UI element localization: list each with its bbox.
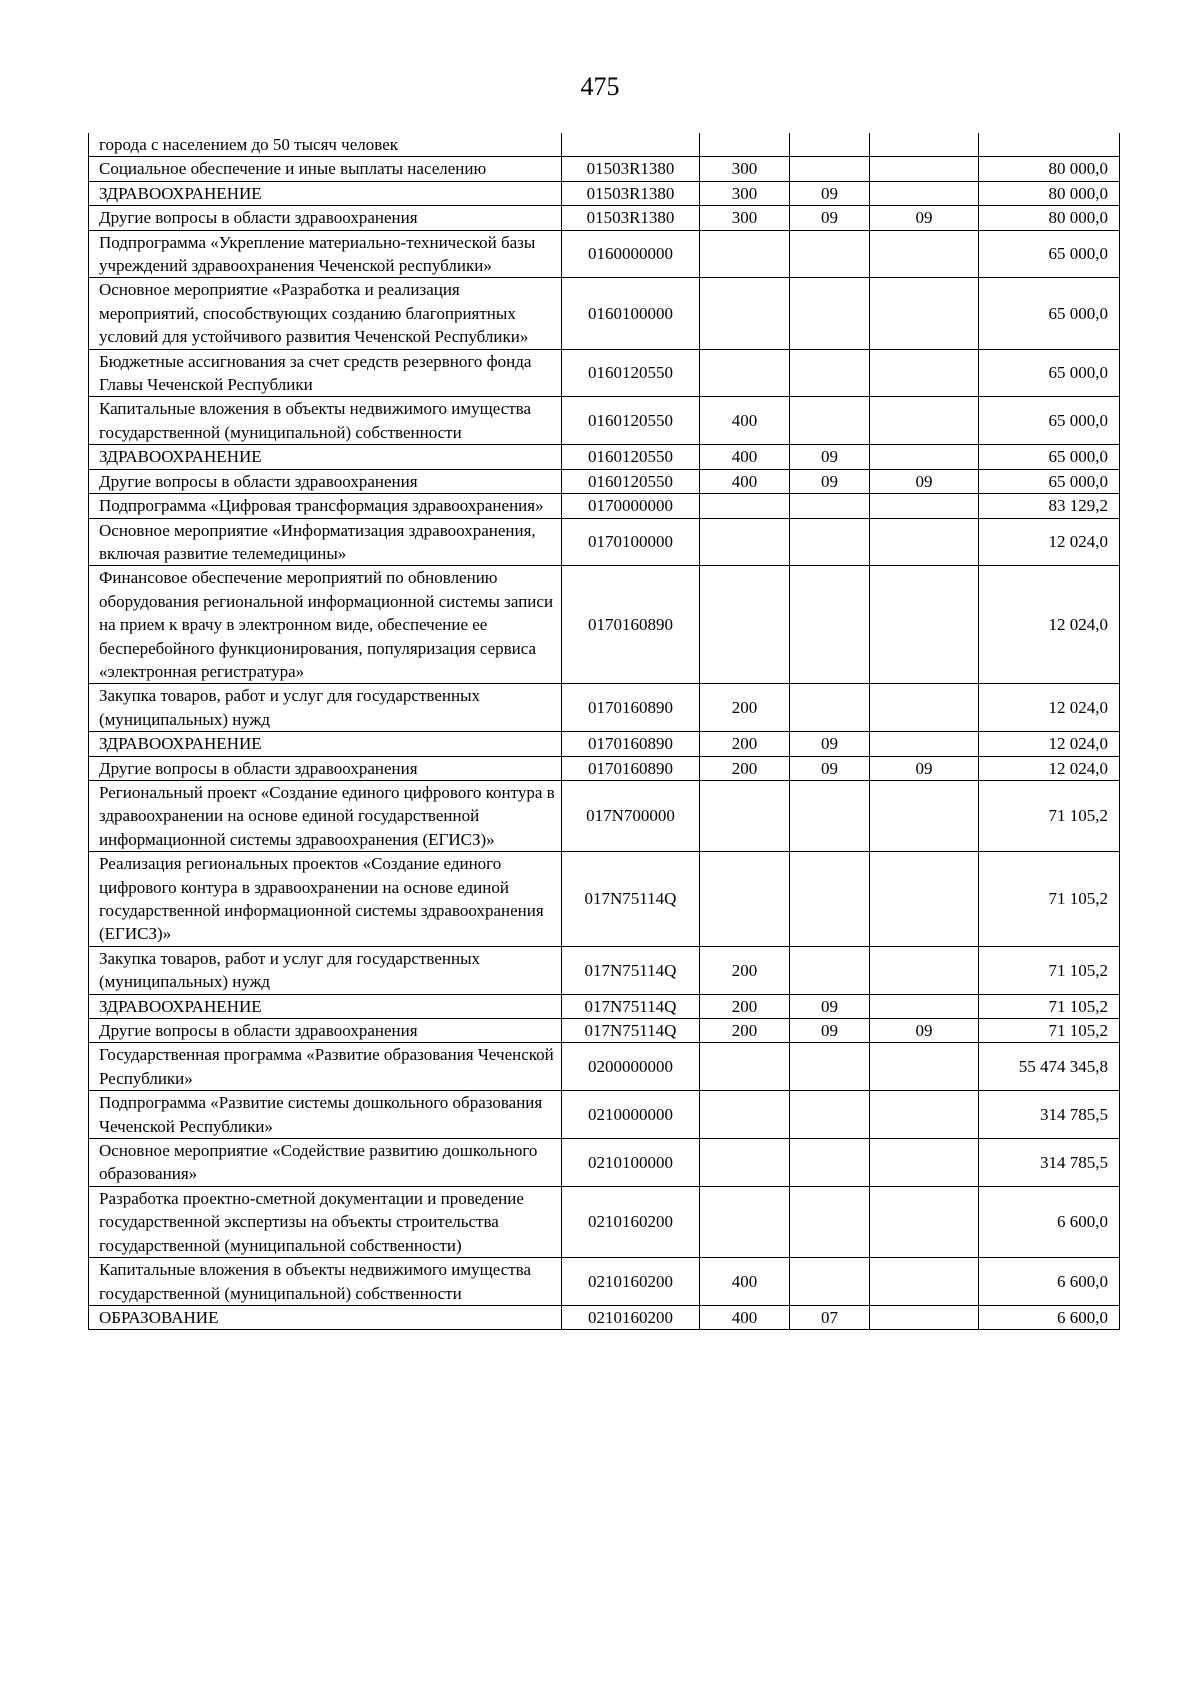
cell-rz <box>790 230 870 278</box>
cell-name: Капитальные вложения в объекты недвижимого имущества государственной (муниципальной) собственности <box>89 1258 562 1306</box>
cell-sum: 12 024,0 <box>979 732 1120 756</box>
cell-sum: 71 105,2 <box>979 994 1120 1018</box>
cell-pr: 09 <box>870 756 979 780</box>
cell-pr <box>870 1258 979 1306</box>
cell-rz <box>790 518 870 566</box>
table-row <box>89 946 1120 994</box>
cell-pr <box>870 157 979 181</box>
cell-vr <box>700 1091 790 1139</box>
cell-vr: 400 <box>700 397 790 445</box>
cell-rz: 09 <box>790 206 870 230</box>
cell-pr <box>870 566 979 684</box>
table-row <box>89 994 1120 1018</box>
table-row <box>89 1139 1120 1187</box>
table-row <box>89 397 1120 445</box>
table-row <box>89 349 1120 397</box>
cell-pr <box>870 278 979 349</box>
cell-pr <box>870 1139 979 1187</box>
cell-code: 0170160890 <box>562 566 700 684</box>
cell-code: 0160120550 <box>562 397 700 445</box>
cell-vr <box>700 494 790 518</box>
cell-name: Социальное обеспечение и иные выплаты населению <box>89 157 562 181</box>
cell-sum: 65 000,0 <box>979 230 1120 278</box>
cell-name: Подпрограмма «Укрепление материально-технической базы учреждений здравоохранения Чеченской республики» <box>89 230 562 278</box>
cell-sum: 314 785,5 <box>979 1091 1120 1139</box>
cell-name: ОБРАЗОВАНИЕ <box>89 1305 562 1329</box>
cell-code: 017N75114Q <box>562 1019 700 1043</box>
table-row <box>89 1186 1120 1257</box>
cell-sum: 80 000,0 <box>979 206 1120 230</box>
cell-pr <box>870 1091 979 1139</box>
cell-vr: 400 <box>700 469 790 493</box>
cell-pr <box>870 230 979 278</box>
cell-sum: 314 785,5 <box>979 1139 1120 1187</box>
cell-code: 01503R1380 <box>562 157 700 181</box>
cell-rz <box>790 278 870 349</box>
cell-code: 017N75114Q <box>562 946 700 994</box>
cell-name: Финансовое обеспечение мероприятий по обновлению оборудования региональной информационной системы записи на прием к врачу в электронном виде, обеспечение ее бесперебойного функционирования, популяризация сервиса «электронная регистратура» <box>89 566 562 684</box>
table-row <box>89 445 1120 469</box>
cell-code: 0210100000 <box>562 1139 700 1187</box>
cell-sum: 65 000,0 <box>979 445 1120 469</box>
cell-pr: 09 <box>870 206 979 230</box>
table-row <box>89 518 1120 566</box>
cell-pr <box>870 852 979 947</box>
cell-vr <box>700 1186 790 1257</box>
table-row <box>89 1019 1120 1043</box>
cell-vr <box>700 780 790 851</box>
cell-pr <box>870 780 979 851</box>
cell-rz: 09 <box>790 756 870 780</box>
cell-vr <box>700 349 790 397</box>
table-row <box>89 181 1120 205</box>
cell-code: 017N75114Q <box>562 852 700 947</box>
cell-name: Подпрограмма «Цифровая трансформация здравоохранения» <box>89 494 562 518</box>
cell-name: Другие вопросы в области здравоохранения <box>89 206 562 230</box>
cell-code: 0160100000 <box>562 278 700 349</box>
cell-sum: 6 600,0 <box>979 1186 1120 1257</box>
cell-code: 0160120550 <box>562 349 700 397</box>
table-row <box>89 157 1120 181</box>
cell-rz <box>790 157 870 181</box>
cell-pr <box>870 181 979 205</box>
table-row <box>89 566 1120 684</box>
cell-rz <box>790 349 870 397</box>
cell-name: Основное мероприятие «Информатизация здравоохранения, включая развитие телемедицины» <box>89 518 562 566</box>
cell-name: Реализация региональных проектов «Создание единого цифрового контура в здравоохранении на основе единой государственной информационной системы здравоохранения (ЕГИСЗ)» <box>89 852 562 947</box>
cell-name: ЗДРАВООХРАНЕНИЕ <box>89 994 562 1018</box>
cell-vr <box>700 133 790 157</box>
table-row <box>89 133 1120 157</box>
cell-code <box>562 133 700 157</box>
table-row <box>89 852 1120 947</box>
cell-name: ЗДРАВООХРАНЕНИЕ <box>89 445 562 469</box>
cell-sum: 80 000,0 <box>979 157 1120 181</box>
cell-rz <box>790 566 870 684</box>
cell-code: 0160000000 <box>562 230 700 278</box>
cell-name: Закупка товаров, работ и услуг для государственных (муниципальных) нужд <box>89 684 562 732</box>
table-row <box>89 1305 1120 1329</box>
cell-code: 0160120550 <box>562 469 700 493</box>
cell-rz: 07 <box>790 1305 870 1329</box>
cell-name: Капитальные вложения в объекты недвижимого имущества государственной (муниципальной) собственности <box>89 397 562 445</box>
cell-code: 0170160890 <box>562 756 700 780</box>
table-row <box>89 206 1120 230</box>
cell-name: Основное мероприятие «Разработка и реализация мероприятий, способствующих созданию благоприятных условий для устойчивого развития Чеченской Республики» <box>89 278 562 349</box>
cell-name: ЗДРАВООХРАНЕНИЕ <box>89 732 562 756</box>
table-row <box>89 494 1120 518</box>
table-row <box>89 684 1120 732</box>
cell-pr <box>870 397 979 445</box>
cell-pr <box>870 133 979 157</box>
cell-vr: 300 <box>700 157 790 181</box>
cell-vr: 200 <box>700 732 790 756</box>
table-row <box>89 278 1120 349</box>
cell-code: 0210000000 <box>562 1091 700 1139</box>
cell-vr <box>700 852 790 947</box>
cell-rz <box>790 780 870 851</box>
cell-code: 0200000000 <box>562 1043 700 1091</box>
cell-rz: 09 <box>790 994 870 1018</box>
cell-rz <box>790 684 870 732</box>
cell-vr: 400 <box>700 1305 790 1329</box>
cell-name: города с населением до 50 тысяч человек <box>89 133 562 157</box>
cell-rz: 09 <box>790 1019 870 1043</box>
page-number: 475 <box>580 72 620 101</box>
cell-name: Другие вопросы в области здравоохранения <box>89 756 562 780</box>
cell-sum: 55 474 345,8 <box>979 1043 1120 1091</box>
table-row <box>89 1043 1120 1091</box>
cell-code: 0210160200 <box>562 1305 700 1329</box>
cell-code: 0170160890 <box>562 684 700 732</box>
cell-sum: 12 024,0 <box>979 684 1120 732</box>
cell-pr <box>870 349 979 397</box>
table-row <box>89 780 1120 851</box>
cell-rz <box>790 1043 870 1091</box>
cell-pr <box>870 518 979 566</box>
cell-pr <box>870 1043 979 1091</box>
cell-sum: 71 105,2 <box>979 852 1120 947</box>
cell-vr: 200 <box>700 946 790 994</box>
cell-pr <box>870 684 979 732</box>
cell-name: Разработка проектно-сметной документации и проведение государственной экспертизы на объекты строительства государственной (муниципальной собственности) <box>89 1186 562 1257</box>
cell-code: 0170160890 <box>562 732 700 756</box>
cell-pr <box>870 1305 979 1329</box>
cell-vr: 400 <box>700 1258 790 1306</box>
cell-pr <box>870 732 979 756</box>
cell-rz <box>790 133 870 157</box>
cell-code: 0170000000 <box>562 494 700 518</box>
table-row <box>89 732 1120 756</box>
cell-code: 017N75114Q <box>562 994 700 1018</box>
cell-rz <box>790 397 870 445</box>
cell-sum: 65 000,0 <box>979 278 1120 349</box>
cell-rz: 09 <box>790 732 870 756</box>
cell-sum: 80 000,0 <box>979 181 1120 205</box>
table-row <box>89 756 1120 780</box>
cell-rz <box>790 494 870 518</box>
cell-sum: 65 000,0 <box>979 469 1120 493</box>
cell-code: 017N700000 <box>562 780 700 851</box>
cell-sum: 71 105,2 <box>979 1019 1120 1043</box>
cell-rz <box>790 946 870 994</box>
cell-code: 0170100000 <box>562 518 700 566</box>
table-row <box>89 1091 1120 1139</box>
cell-code: 0210160200 <box>562 1186 700 1257</box>
cell-sum: 6 600,0 <box>979 1305 1120 1329</box>
cell-sum: 83 129,2 <box>979 494 1120 518</box>
cell-vr: 300 <box>700 181 790 205</box>
cell-pr: 09 <box>870 469 979 493</box>
cell-pr <box>870 946 979 994</box>
cell-rz <box>790 852 870 947</box>
table-row <box>89 469 1120 493</box>
cell-sum: 12 024,0 <box>979 566 1120 684</box>
cell-vr: 400 <box>700 445 790 469</box>
cell-vr <box>700 1139 790 1187</box>
cell-name: Другие вопросы в области здравоохранения <box>89 469 562 493</box>
cell-vr: 200 <box>700 756 790 780</box>
cell-sum: 71 105,2 <box>979 946 1120 994</box>
cell-vr: 200 <box>700 684 790 732</box>
cell-code: 01503R1380 <box>562 181 700 205</box>
cell-rz <box>790 1258 870 1306</box>
cell-rz: 09 <box>790 181 870 205</box>
cell-vr <box>700 278 790 349</box>
cell-rz: 09 <box>790 445 870 469</box>
cell-name: Другие вопросы в области здравоохранения <box>89 1019 562 1043</box>
cell-vr <box>700 518 790 566</box>
cell-sum: 6 600,0 <box>979 1258 1120 1306</box>
cell-sum: 71 105,2 <box>979 780 1120 851</box>
cell-rz <box>790 1186 870 1257</box>
table-row <box>89 230 1120 278</box>
cell-vr <box>700 230 790 278</box>
cell-name: Основное мероприятие «Содействие развитию дошкольного образования» <box>89 1139 562 1187</box>
cell-rz: 09 <box>790 469 870 493</box>
cell-sum <box>979 133 1120 157</box>
cell-vr: 300 <box>700 206 790 230</box>
cell-sum: 65 000,0 <box>979 349 1120 397</box>
cell-code: 0210160200 <box>562 1258 700 1306</box>
cell-pr <box>870 994 979 1018</box>
cell-sum: 12 024,0 <box>979 518 1120 566</box>
cell-vr: 200 <box>700 994 790 1018</box>
cell-vr: 200 <box>700 1019 790 1043</box>
cell-name: Закупка товаров, работ и услуг для государственных (муниципальных) нужд <box>89 946 562 994</box>
cell-code: 01503R1380 <box>562 206 700 230</box>
cell-name: Подпрограмма «Развитие системы дошкольного образования Чеченской Республики» <box>89 1091 562 1139</box>
budget-table <box>88 133 1120 1330</box>
cell-name: Государственная программа «Развитие образования Чеченской Республики» <box>89 1043 562 1091</box>
cell-vr <box>700 1043 790 1091</box>
cell-pr <box>870 445 979 469</box>
cell-rz <box>790 1091 870 1139</box>
cell-name: Бюджетные ассигнования за счет средств резервного фонда Главы Чеченской Республики <box>89 349 562 397</box>
cell-sum: 65 000,0 <box>979 397 1120 445</box>
table-row <box>89 1258 1120 1306</box>
cell-pr: 09 <box>870 1019 979 1043</box>
cell-pr <box>870 494 979 518</box>
cell-sum: 12 024,0 <box>979 756 1120 780</box>
cell-code: 0160120550 <box>562 445 700 469</box>
cell-name: ЗДРАВООХРАНЕНИЕ <box>89 181 562 205</box>
cell-vr <box>700 566 790 684</box>
cell-pr <box>870 1186 979 1257</box>
cell-rz <box>790 1139 870 1187</box>
cell-name: Региональный проект «Создание единого цифрового контура в здравоохранении на основе единой государственной информационной системы здравоохранения (ЕГИСЗ)» <box>89 780 562 851</box>
